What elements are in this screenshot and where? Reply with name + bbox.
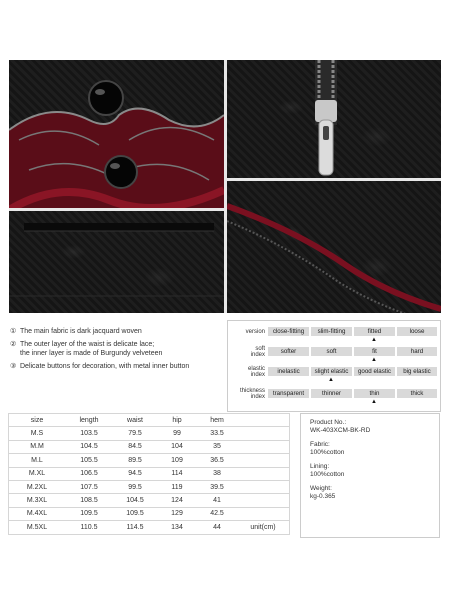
lining-info [310, 463, 430, 479]
selected-marker-icon: ▲ [371, 357, 377, 363]
selected-marker-icon: ▲ [328, 377, 334, 383]
table-row [9, 507, 290, 520]
table-cell: 106.5 [65, 467, 113, 480]
table-cell: 42.5 [197, 507, 237, 520]
table-cell [237, 427, 290, 440]
table-cell: 109 [157, 454, 197, 467]
info-value: 100%cotton [310, 471, 345, 478]
product-info-box [300, 413, 440, 538]
info-value: 100%cotton [310, 449, 345, 456]
table-cell: 79.5 [113, 427, 157, 440]
table-cell: 36.5 [197, 454, 237, 467]
attribute-label: soft index [250, 346, 265, 358]
feature-text: The outer layer of the waist is delicate lace; the inner layer is made of Burgundy velveteen [20, 341, 163, 357]
attribute-grid [227, 320, 441, 412]
feature-number: ① [10, 328, 17, 335]
attribute-option: softer [268, 347, 309, 356]
table-cell: 108.5 [65, 494, 113, 507]
attribute-option: close-fitting [268, 327, 309, 336]
attribute-option: transparent [268, 389, 309, 398]
fabric-info [310, 441, 430, 457]
attribute-option: fitted [354, 327, 395, 336]
table-cell: M.4XL [9, 507, 66, 520]
attribute-row-thickness [228, 389, 440, 407]
table-row [9, 454, 290, 467]
table-cell: 41 [197, 494, 237, 507]
attribute-label: thickness index [239, 388, 265, 400]
attribute-row-version [228, 327, 440, 345]
table-cell [237, 454, 290, 467]
table-cell [237, 494, 290, 507]
table-cell: 114.5 [113, 521, 157, 534]
table-cell: 33.5 [197, 427, 237, 440]
weight-info [310, 485, 430, 501]
feature-item [10, 362, 220, 371]
table-cell: 109.5 [113, 507, 157, 520]
table-cell: 109.5 [65, 507, 113, 520]
info-label: Fabric: [310, 441, 330, 448]
table-cell: M.S [9, 427, 66, 440]
table-row [9, 440, 290, 453]
feature-notes [10, 327, 220, 375]
table-cell [237, 507, 290, 520]
table-cell: 103.5 [65, 427, 113, 440]
attribute-option: big elastic [397, 367, 437, 376]
table-cell: 35 [197, 440, 237, 453]
table-cell: M.2XL [9, 480, 66, 493]
table-cell [237, 467, 290, 480]
table-cell: 129 [157, 507, 197, 520]
selected-marker-icon: ▲ [371, 337, 377, 343]
table-cell: 99 [157, 427, 197, 440]
attribute-option: hard [397, 347, 437, 356]
table-row [9, 427, 290, 440]
table-cell: 89.5 [113, 454, 157, 467]
table-header: waist [113, 414, 157, 427]
table-cell: 38 [197, 467, 237, 480]
table-cell: 124 [157, 494, 197, 507]
table-cell: 104.5 [65, 440, 113, 453]
info-label: Product No.: [310, 419, 347, 426]
attribute-option: inelastic [268, 367, 309, 376]
attribute-label: elastic index [247, 366, 265, 378]
table-cell: M.M [9, 440, 66, 453]
table-cell: 105.5 [65, 454, 113, 467]
table-cell: 39.5 [197, 480, 237, 493]
table-cell: 104.5 [113, 494, 157, 507]
table-header-row [9, 414, 290, 427]
lace-buttons-photo [9, 60, 224, 208]
table-cell [237, 440, 290, 453]
table-row [9, 467, 290, 480]
info-value: WK-403XCM-BK-RD [310, 427, 371, 434]
table-cell: 119 [157, 480, 197, 493]
info-label: Weight: [310, 485, 332, 492]
table-row [9, 494, 290, 507]
size-chart-table [8, 413, 290, 535]
table-cell: 104 [157, 440, 197, 453]
attribute-row-soft [228, 347, 440, 365]
table-cell: M.5XL [9, 521, 66, 534]
unit-label: unit(cm) [237, 521, 290, 534]
attribute-option: thinner [311, 389, 352, 398]
info-value: kg-0.365 [310, 493, 336, 500]
table-cell: M.3XL [9, 494, 66, 507]
attribute-row-elastic [228, 367, 440, 385]
pocket-photo [9, 211, 224, 313]
attribute-option: fit [354, 347, 395, 356]
attribute-option: slim-fitting [311, 327, 352, 336]
product-number [310, 419, 430, 435]
table-header: size [9, 414, 66, 427]
zipper-photo [227, 60, 441, 178]
table-row [9, 480, 290, 493]
table-header: hem [197, 414, 237, 427]
attribute-option: slight elastic [311, 367, 352, 376]
velvet-trim-photo [227, 181, 441, 313]
attribute-option: thick [397, 389, 437, 398]
table-cell: 99.5 [113, 480, 157, 493]
table-cell: M.L [9, 454, 66, 467]
table-cell: 110.5 [65, 521, 113, 534]
attribute-option: loose [397, 327, 437, 336]
feature-text: The main fabric is dark jacquard woven [20, 328, 142, 335]
table-cell [237, 480, 290, 493]
attribute-option: soft [311, 347, 352, 356]
info-label: Lining: [310, 463, 330, 470]
table-cell: 107.5 [65, 480, 113, 493]
table-cell: 94.5 [113, 467, 157, 480]
feature-number: ② [10, 341, 17, 348]
table-header: length [65, 414, 113, 427]
detail-photo-collage [9, 60, 441, 313]
attribute-option: good elastic [354, 367, 395, 376]
feature-text: Delicate buttons for decoration, with metal inner button [20, 363, 190, 370]
table-cell: 44 [197, 521, 237, 534]
table-row [9, 521, 290, 534]
table-cell: 114 [157, 467, 197, 480]
table-cell: M.XL [9, 467, 66, 480]
selected-marker-icon: ▲ [371, 399, 377, 405]
table-cell: 84.5 [113, 440, 157, 453]
table-header [237, 414, 290, 427]
feature-number: ③ [10, 363, 17, 370]
feature-item [10, 340, 220, 358]
table-cell: 134 [157, 521, 197, 534]
table-header: hip [157, 414, 197, 427]
attribute-label: version [245, 329, 265, 335]
attribute-option: thin [354, 389, 395, 398]
feature-item [10, 327, 220, 336]
